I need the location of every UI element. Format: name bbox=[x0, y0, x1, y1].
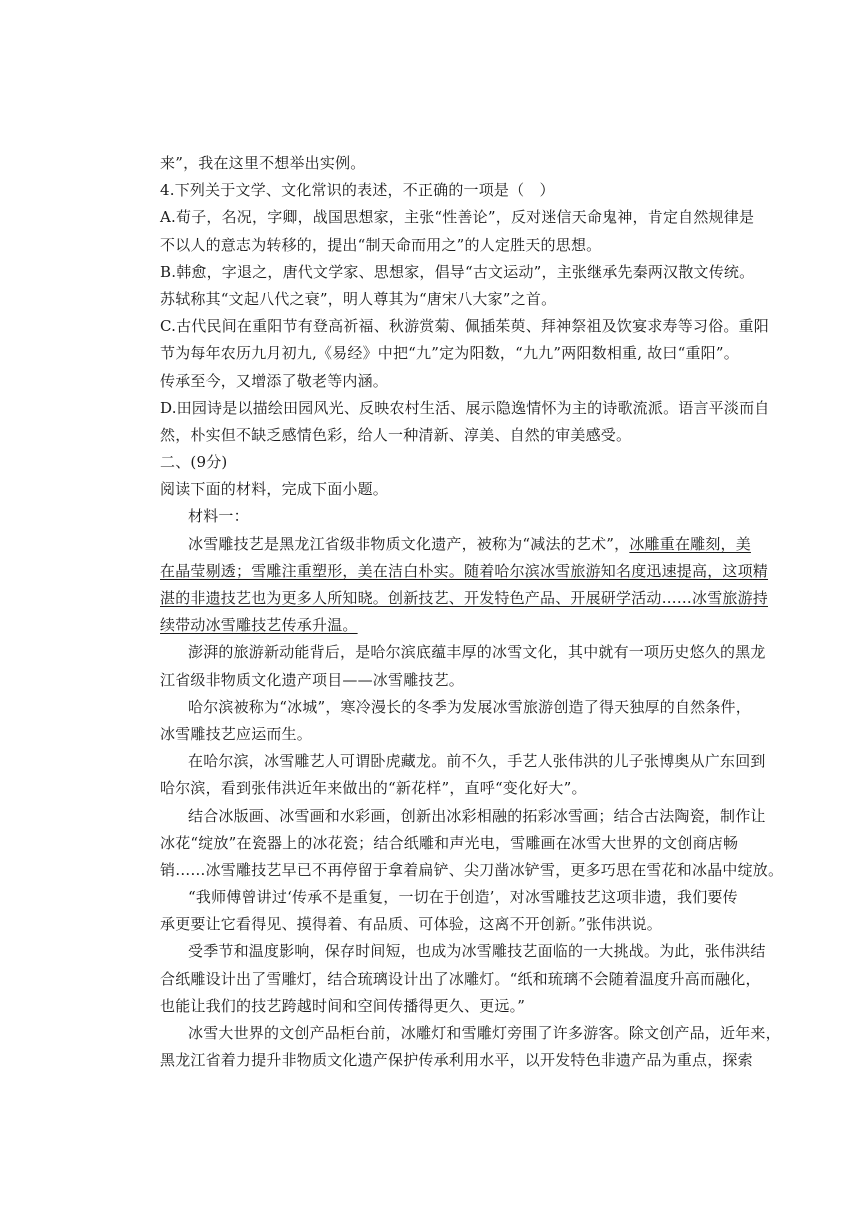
text-line bbox=[160, 1047, 753, 1074]
text-line bbox=[160, 884, 738, 911]
text-line bbox=[160, 938, 766, 965]
line-text: 苏轼称其“文起八代之衰”，明人尊其为“唐宋八大家”之首。 bbox=[160, 289, 557, 308]
line-text: 受季节和温度影响，保存时间短，也成为冰雪雕技艺面临的一大挑战。为此，张伟洪结 bbox=[188, 942, 766, 961]
text-line bbox=[160, 204, 755, 231]
text-line bbox=[160, 721, 712, 748]
line-text: 材料一： bbox=[188, 507, 249, 526]
text-line bbox=[160, 694, 751, 721]
line-text: 结合冰版画、冰雪画和水彩画，创新出冰彩相融的拓彩冰雪画；结合古法陶瓷，制作让 bbox=[188, 806, 766, 825]
line-text: 澎湃的旅游新动能背后，是哈尔滨底蕴丰厚的冰雪文化，其中就有一项历史悠久的黑龙 bbox=[188, 643, 766, 662]
text-line bbox=[160, 259, 755, 286]
line-text: 冰雪雕技艺是黑龙江省级非物质文化遗产，被称为“减法的艺术”， bbox=[188, 534, 630, 553]
line-text: 然，朴实但不缺乏感情色彩，给人一种清新、淳美、自然的审美感受。 bbox=[160, 425, 632, 444]
text-line bbox=[160, 340, 739, 367]
text-line bbox=[160, 612, 712, 639]
line-text: “我师傅曾讲过‘传承不是重复，一切在于创造’，对冰雪雕技艺这项非遗，我们要传 bbox=[188, 888, 738, 907]
underlined-text: 续带动冰雪雕技艺传承升温。 bbox=[160, 616, 358, 635]
text-line bbox=[160, 803, 766, 830]
text-line bbox=[160, 150, 712, 177]
text-line bbox=[160, 422, 712, 449]
text-line bbox=[160, 639, 766, 666]
line-text: 合纸雕设计出了雪雕灯，结合琉璃设计出了冰雕灯。“纸和琉璃不会随着温度升高而融化， bbox=[160, 969, 761, 988]
line-text: 冰雪大世界的文创产品柜台前，冰雕灯和雪雕灯旁围了许多游客。除文创产品，近年来， bbox=[188, 1024, 781, 1042]
underlined-text: 冰雕重在雕刻，美 bbox=[629, 534, 751, 553]
text-line bbox=[160, 667, 712, 694]
line-text: 也能让我们的技艺跨越时间和空间传播得更久、更远。” bbox=[160, 996, 526, 1015]
text-line bbox=[160, 857, 784, 884]
text-line bbox=[160, 286, 712, 313]
line-text: 传承至今，又增添了敬老等内涵。 bbox=[160, 371, 389, 390]
line-text: 在哈尔滨，冰雪雕艺人可谓卧虎藏龙。前不久，手艺人张伟洪的儿子张博奥从广东回到 bbox=[188, 752, 766, 771]
line-text: 承更要让它看得见、摸得着、有品质、可体验，这离不开创新。”张伟洪说。 bbox=[160, 915, 662, 934]
line-text: 冰雪雕技艺应运而生。 bbox=[160, 724, 313, 743]
line-text: 来”，我在这里不想举出实例。 bbox=[160, 154, 366, 172]
line-text: 哈尔滨被称为“冰城”，寒冷漫长的冬季为发展冰雪旅游创造了得天独厚的自然条件， bbox=[188, 697, 751, 716]
line-text: 二、(9分) bbox=[160, 453, 228, 472]
text-line bbox=[160, 313, 769, 340]
line-text: D.田园诗是以描绘田园风光、反映农村生活、展示隐逸情怀为主的诗歌流派。语言平淡而自 bbox=[160, 398, 770, 417]
text-line bbox=[160, 585, 769, 612]
line-text: C.古代民间在重阳节有登高祈福、秋游赏菊、佩插茱萸、拜神祭祖及饮宴求寿等习俗。重阳 bbox=[160, 317, 769, 336]
document-body bbox=[160, 150, 784, 1074]
line-text: A.荀子，名况，字卿，战国思想家，主张“性善论”，反对迷信天命鬼神，肯定自然规律是 bbox=[160, 208, 755, 227]
line-text: 阅读下面的材料，完成下面小题。 bbox=[160, 480, 389, 499]
text-line bbox=[160, 177, 712, 204]
text-line bbox=[160, 476, 712, 503]
line-text: 黑龙江省着力提升非物质文化遗产保护传承利用水平，以开发特色非遗产品为重点，探索 bbox=[160, 1051, 753, 1070]
line-text: 节为每年农历九月初九,《易经》中把“九”定为阳数，“九九”两阳数相重, 故曰“重阳”。 bbox=[160, 344, 739, 363]
line-text: B.韩愈，字退之，唐代文学家、思想家，倡导“古文运动”，主张继承先秦两汉散文传统。 bbox=[160, 262, 755, 281]
text-line bbox=[160, 368, 712, 395]
text-line bbox=[160, 558, 769, 585]
line-text: 冰花“绽放”在瓷器上的冰花瓷；结合纸雕和声光电，雪雕画在冰雪大世界的文创商店畅 bbox=[160, 833, 739, 852]
text-line bbox=[160, 830, 739, 857]
line-text: 江省级非物质文化遗产项目——冰雪雕技艺。 bbox=[160, 670, 465, 689]
text-line bbox=[160, 993, 712, 1020]
line-text: 哈尔滨，看到张伟洪近年来做出的“新花样”，直呼“变化好大”。 bbox=[160, 779, 587, 798]
underlined-text: 在晶莹剔透；雪雕注重塑形，美在洁白朴实。随着哈尔滨冰雪旅游知名度迅速提高，这项精 bbox=[160, 561, 769, 580]
text-line bbox=[160, 1020, 781, 1047]
underlined-text: 湛的非遗技艺也为更多人所知晓。创新技艺、开发特色产品、开展研学活动……冰雪旅游持 bbox=[160, 589, 769, 607]
text-line bbox=[160, 748, 766, 775]
line-text: 销……冰雪雕技艺早已不再停留于拿着扁铲、尖刀凿冰铲雪，更多巧思在雪花和冰晶中绽放。 bbox=[160, 860, 784, 879]
text-line bbox=[160, 449, 712, 476]
text-line bbox=[160, 911, 712, 938]
text-line bbox=[160, 531, 751, 558]
line-text: 4.下列关于文学、文化常识的表述，不正确的一项是（ ） bbox=[160, 181, 555, 200]
text-line bbox=[160, 503, 712, 530]
text-line bbox=[160, 966, 761, 993]
text-line bbox=[160, 232, 712, 259]
text-line bbox=[160, 395, 770, 422]
text-line bbox=[160, 775, 712, 802]
line-text: 不以人的意志为转移的，提出“制天命而用之”的人定胜天的思想。 bbox=[160, 235, 602, 254]
